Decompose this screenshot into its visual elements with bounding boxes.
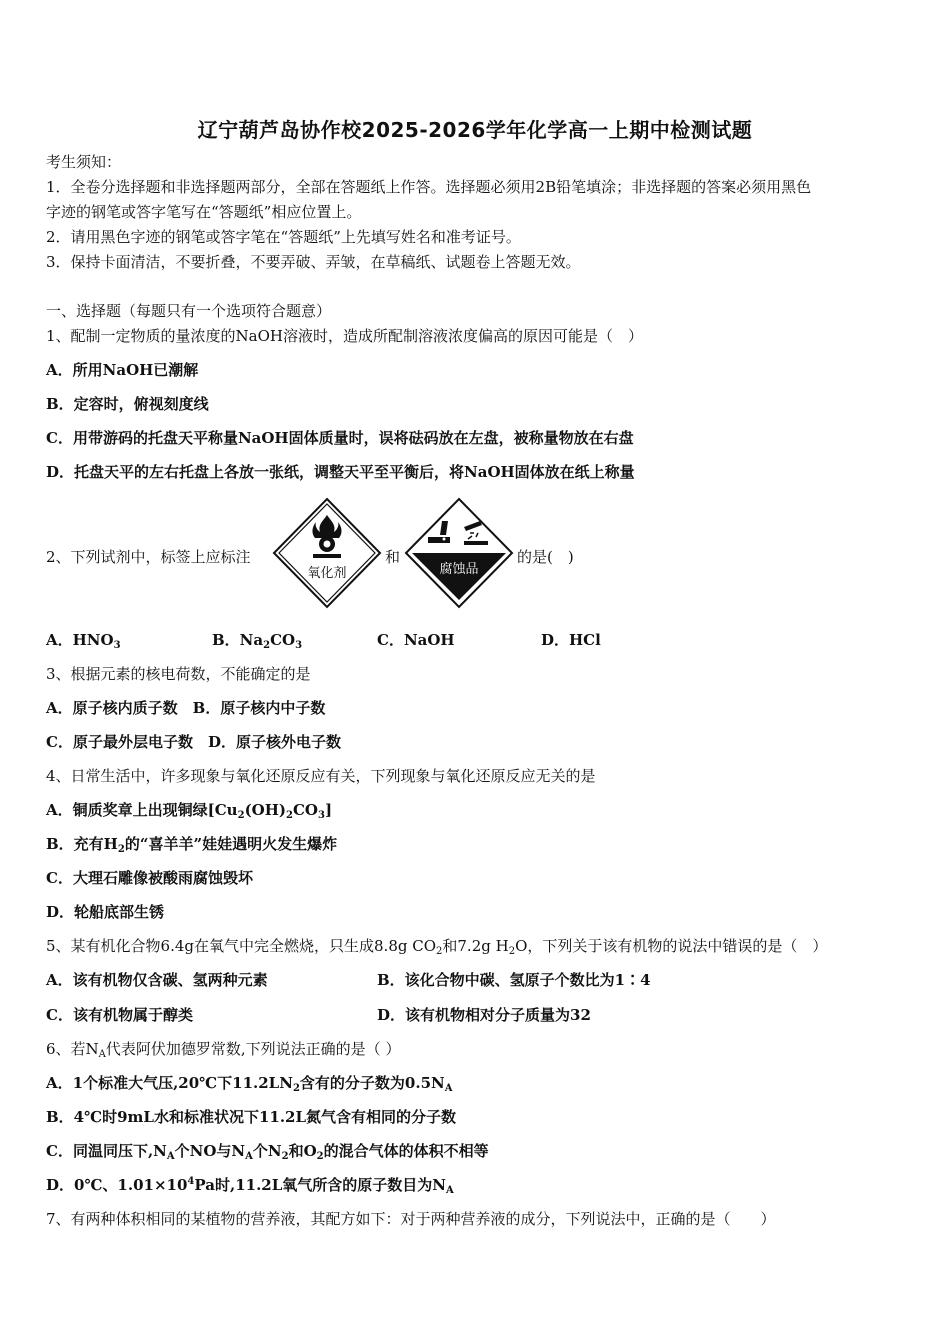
q4-option-a xyxy=(46,800,332,820)
notice-item-1-cont: 字迹的钢笔或答字笔写在“答题纸”相应位置上。 xyxy=(46,203,362,221)
q1-stem: 1、配制一定物质的量浓度的NaOH溶液时，造成所配制溶液浓度偏高的原因可能是（ ） xyxy=(46,327,643,345)
q2-b-sub1: 2 xyxy=(263,640,271,651)
q6-a-text-2: 含有的分子数为0.5N xyxy=(299,1074,445,1092)
q3-options-ab: A．原子核内质子数 B．原子核内中子数 xyxy=(46,699,326,717)
q5-stem-text: 5、某有机化合物6.4g在氧气中完全燃烧，只生成8.8g CO xyxy=(46,937,437,955)
q6-d-text-2: Pa时,11.2L氧气所含的原子数目为N xyxy=(194,1176,446,1194)
q5-option-d: D．该有机物相对分子质量为32 xyxy=(377,1006,591,1024)
q4-option-d: D．轮船底部生锈 xyxy=(46,903,165,921)
q4-a-text-4: ] xyxy=(324,801,333,819)
q3-stem: 3、根据元素的核电荷数，不能确定的是 xyxy=(46,665,311,683)
q5-option-b: B．该化合物中碳、氢原子个数比为1∶4 xyxy=(377,971,651,989)
q2-stem-part1: 2、下列试剂中，标签上应标注 xyxy=(46,548,251,566)
q2-stem-part3: 的是( ) xyxy=(517,548,574,566)
q6-d-sup: 4 xyxy=(187,1176,195,1187)
q4-a-text-3: CO xyxy=(292,801,318,819)
q4-option-c: C．大理石雕像被酸雨腐蚀毁坏 xyxy=(46,869,253,887)
q2-a-text: A．HNO xyxy=(46,631,114,649)
q6-stem xyxy=(46,1039,400,1059)
q4-a-text-2: (OH) xyxy=(244,801,286,819)
notice-item-1: 1．全卷分选择题和非选择题两部分，全部在答题纸上作答。选择题必须用2B铅笔填涂；非选择题的答案必须用黑色 xyxy=(46,178,812,196)
q6-c-text-4: 和O xyxy=(288,1142,317,1160)
notice-item-3: 3．保持卡面清洁，不要折叠，不要弄破、弄皱，在草稿纸、试题卷上答题无效。 xyxy=(46,253,581,271)
q6-d-sub: A xyxy=(446,1185,454,1196)
q6-option-b: B．4℃时9mL水和标准状况下11.2L氮气含有相同的分子数 xyxy=(46,1108,457,1126)
q6-c-text-2: 个NO与N xyxy=(174,1142,246,1160)
q2-option-c: C．NaOH xyxy=(377,631,455,649)
notice-item-2: 2．请用黑色字迹的钢笔或答字笔在“答题纸”上先填写姓名和准考证号。 xyxy=(46,228,521,246)
q6-d-text: D．0℃、1.01×10 xyxy=(46,1176,188,1194)
page-title: 辽宁葫芦岛协作校2025-2026学年化学高一上期中检测试题 xyxy=(197,118,753,142)
q2-option-a xyxy=(46,630,121,650)
q6-c-sub4: 2 xyxy=(316,1151,324,1162)
q6-stem-text: 6、若N xyxy=(46,1040,99,1058)
q4-a-sub3: 3 xyxy=(317,810,325,821)
q7-stem: 7、有两种体积相同的某植物的营养液，其配方如下：对于两种营养液的成分，下列说法中，正确的是（ ） xyxy=(46,1210,776,1228)
q6-a-sub1: 2 xyxy=(292,1083,300,1094)
q6-a-text: A．1个标准大气压,20℃下11.2LN xyxy=(46,1074,293,1092)
q6-stem-text-2: 代表阿伏加德罗常数,下列说法正确的是（ ） xyxy=(105,1040,401,1058)
q2-a-sub: 3 xyxy=(113,640,121,651)
q5-stem-sub1: 2 xyxy=(436,946,443,957)
q6-c-sub1: A xyxy=(166,1151,175,1162)
q4-a-sub2: 2 xyxy=(286,810,293,821)
q2-option-d: D．HCl xyxy=(541,631,601,649)
q4-b-sub: 2 xyxy=(117,844,125,855)
q6-c-text-3: 个N xyxy=(252,1142,282,1160)
q1-option-a: A．所用NaOH已潮解 xyxy=(46,361,199,379)
q6-option-d xyxy=(46,1175,454,1195)
q6-c-sub3: 2 xyxy=(281,1151,289,1162)
q5-option-c: C．该有机物属于醇类 xyxy=(46,1006,193,1024)
corrosive-sign-label: 腐蚀品 xyxy=(439,562,479,577)
q4-a-text: A．铜质奖章上出现铜绿[Cu xyxy=(46,801,238,819)
q1-option-d: D．托盘天平的左右托盘上各放一张纸，调整天平至平衡后，将NaOH固体放在纸上称量 xyxy=(46,463,635,481)
section-heading: 一、选择题（每题只有一个选项符合题意） xyxy=(46,302,332,320)
oxidizer-hazard-sign xyxy=(272,497,382,609)
q5-option-a: A．该有机物仅含碳、氢两种元素 xyxy=(46,971,268,989)
corrosive-hazard-sign xyxy=(404,497,514,609)
q5-stem-sub2: 2 xyxy=(508,946,516,957)
q1-option-c: C．用带游码的托盘天平称量NaOH固体质量时，误将砝码放在左盘，被称量物放在右盘 xyxy=(46,429,634,447)
q6-c-sub2: A xyxy=(245,1151,253,1162)
q4-option-b xyxy=(46,834,337,854)
q2-b-text: B．Na xyxy=(212,631,264,649)
q5-stem-text-2: 和7.2g H xyxy=(442,937,509,955)
q6-option-c xyxy=(46,1141,489,1161)
q2-option-b xyxy=(212,630,302,650)
q6-a-sub2: A xyxy=(444,1083,453,1094)
q3-options-cd: C．原子最外层电子数 D．原子核外电子数 xyxy=(46,733,341,751)
q1-option-b: B．定容时，俯视刻度线 xyxy=(46,395,209,413)
q4-a-sub1: 2 xyxy=(237,810,245,821)
q6-stem-sub: A xyxy=(98,1049,106,1060)
q4-b-text: B．充有H xyxy=(46,835,118,853)
q2-stem-part2: 和 xyxy=(385,548,401,566)
oxidizer-sign-label: 氧化剂 xyxy=(307,566,347,581)
q6-option-a xyxy=(46,1073,452,1093)
q6-c-text: C．同温同压下,N xyxy=(46,1142,167,1160)
q2-b-text-2: CO xyxy=(270,631,296,649)
q5-stem xyxy=(46,936,827,956)
q4-stem: 4、日常生活中，许多现象与氧化还原反应有关，下列现象与氧化还原反应无关的是 xyxy=(46,767,596,785)
q6-c-text-5: 的混合气体的体积不相等 xyxy=(323,1142,489,1160)
q2-b-sub2: 3 xyxy=(295,640,303,651)
q5-stem-text-3: O，下列关于该有机物的说法中错误的是（ ） xyxy=(515,937,828,955)
q4-b-text-2: 的“喜羊羊”娃娃遇明火发生爆炸 xyxy=(124,835,338,853)
notice-heading: 考生须知： xyxy=(46,153,122,171)
